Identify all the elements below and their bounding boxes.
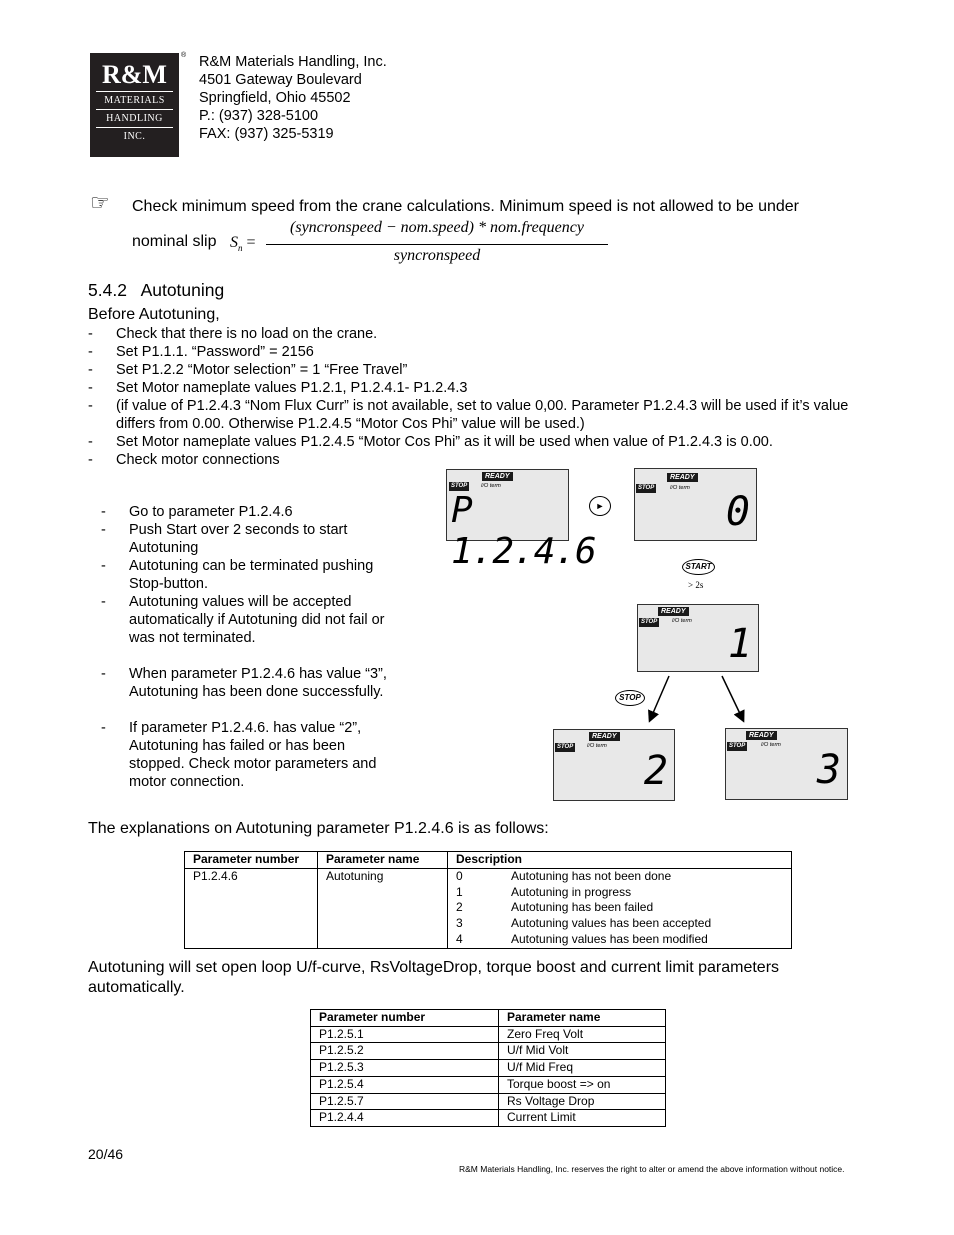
table-row (311, 1110, 666, 1127)
lcd-display-2 (553, 729, 675, 801)
arrow-right-icon: ► (589, 496, 611, 516)
before-title: Before Autotuning, (88, 306, 220, 323)
display-value: 2 (643, 748, 670, 794)
table-cell: Autotuning (318, 869, 448, 949)
start-button: START (682, 559, 715, 575)
branch-arrows (640, 672, 750, 724)
table-cell: P1.2.5.7 (311, 1093, 499, 1110)
table-cell: P1.2.5.4 (311, 1076, 499, 1093)
footer-disclaimer: R&M Materials Handling, Inc. reserves the right to alter or amend the above information without notice. (459, 1164, 845, 1174)
io-term-label: I/O term (587, 743, 607, 749)
column-header: Description (448, 852, 792, 869)
section-heading (88, 280, 224, 301)
formula-eq: = (246, 234, 256, 251)
address-line: Springfield, Ohio 45502 (199, 90, 351, 106)
list-item: - Check that there is no load on the crane. (88, 326, 378, 342)
steps-list (101, 503, 401, 791)
arrow-to-2 (650, 676, 669, 720)
list-item: - Push Start over 2 seconds to start Autotuning (101, 522, 348, 556)
table-cell: U/f Mid Freq (499, 1060, 666, 1077)
list-item: - Set P1.2.2 “Motor selection” = 1 “Free Travel” (88, 362, 408, 378)
stop-indicator: STOP (451, 483, 468, 489)
logo-text: R&M (102, 60, 167, 89)
table-row (185, 869, 792, 949)
io-term-label: I/O term (672, 618, 692, 624)
column-header: Parameter name (499, 1010, 666, 1027)
list-item: - Go to parameter P1.2.4.6 (101, 504, 293, 520)
table-header-row (185, 852, 792, 869)
table-cell: P1.2.5.2 (311, 1043, 499, 1060)
description-item: 0 Autotuning has not been done (456, 869, 672, 883)
table-row (311, 1026, 666, 1043)
before-list (88, 325, 878, 469)
list-item: - Autotuning can be terminated pushing Stop-button. (101, 558, 374, 592)
io-term-label: I/O term (670, 485, 690, 491)
autotuning-values-table (184, 851, 792, 949)
table-cell: Current Limit (499, 1110, 666, 1127)
address-line: P.: (937) 328-5100 (199, 108, 319, 124)
list-item: - Set Motor nameplate values P1.2.4.5 “Motor Cos Phi” as it will be used when value of P1.2.4.3 is 0.00. (88, 434, 773, 450)
formula-sub: n (238, 243, 243, 254)
description-item: 1 Autotuning in progress (456, 884, 632, 899)
list-item: - Autotuning values will be accepted automatically if Autotuning did not fail or was not terminated. (101, 594, 385, 646)
table-cell: P1.2.4.6 (185, 869, 318, 949)
set-parameters-table (310, 1009, 666, 1127)
column-header: Parameter number (311, 1010, 499, 1027)
autotuning-summary: Autotuning will set open loop U/f-curve, RsVoltageDrop, torque boost and current limit parameters automatically. (88, 959, 780, 996)
lcd-display-p1246 (446, 469, 596, 572)
list-item: - Set P1.1.1. “Password” = 2156 (88, 344, 314, 360)
description-item: 4 Autotuning values has been modified (456, 931, 708, 946)
table-cell: Torque boost => on (499, 1076, 666, 1093)
io-term-label: I/O term (761, 742, 781, 748)
stop-indicator: STOP (641, 619, 658, 625)
nominal-slip-label: nominal slip (132, 233, 217, 250)
table-row (311, 1076, 666, 1093)
list-item: - (if value of P1.2.4.3 “Nom Flux Curr” is not available, set to value 0,00. Parameter P1.2.4.3 will be used if it’s value differs from 0.00. Otherwise P1.2.4.5 “Motor Cos Phi” value will be used.) (88, 398, 849, 432)
display-value: 1 (727, 621, 754, 667)
formula-numerator: (syncronspeed − nom.speed) * nom.frequency (290, 219, 584, 236)
stop-button: STOP (615, 690, 645, 706)
description-item: 3 Autotuning values has been accepted (456, 916, 712, 931)
column-header: Parameter number (185, 852, 318, 869)
ready-indicator: READY (589, 732, 620, 741)
list-item: - Check motor connections (88, 452, 280, 468)
list-item: - When parameter P1.2.4.6 has value “3”, Autotuning has been done successfully. (101, 666, 387, 700)
logo-text: MATERIALS (104, 95, 165, 106)
io-term-label: I/O term (481, 483, 501, 489)
address-line: FAX: (937) 325-5319 (199, 126, 334, 142)
table-cell: P1.2.4.4 (311, 1110, 499, 1127)
registered-mark: ® (181, 52, 187, 59)
list-item: - Set Motor nameplate values P1.2.1, P1.2.4.1- P1.2.4.3 (88, 380, 468, 396)
page-number: 20/46 (88, 1146, 124, 1162)
lcd-display-1 (637, 604, 759, 672)
arrow-to-3 (722, 676, 743, 720)
table-cell: Rs Voltage Drop (499, 1093, 666, 1110)
section-number: 5.4.2 (88, 280, 127, 300)
table-cell: Zero Freq Volt (499, 1026, 666, 1043)
stop-indicator: STOP (729, 743, 746, 749)
explanation-text: The explanations on Autotuning parameter P1.2.4.6 is as follows: (88, 820, 549, 837)
address-line: R&M Materials Handling, Inc. (199, 54, 387, 70)
table-header-row (311, 1010, 666, 1027)
table-cell: U/f Mid Volt (499, 1043, 666, 1060)
lcd-display-3 (725, 728, 848, 800)
ready-indicator: READY (667, 473, 698, 482)
stop-indicator: STOP (638, 485, 655, 491)
logo-text: INC. (123, 131, 146, 142)
display-value: P 1.2.4.6 (451, 490, 596, 572)
pointing-hand-icon: ☞ (90, 190, 110, 215)
company-address (199, 53, 387, 143)
ready-indicator: READY (482, 472, 513, 481)
description-item: 2 Autotuning has been failed (456, 900, 654, 915)
table-row (311, 1093, 666, 1110)
table-cell: P1.2.5.3 (311, 1060, 499, 1077)
display-value: 0 (725, 489, 752, 535)
address-line: 4501 Gateway Boulevard (199, 72, 362, 88)
hold-time-label: > 2s (688, 580, 704, 590)
display-value: 3 (816, 747, 843, 793)
list-item: - If parameter P1.2.4.6. has value “2”, Autotuning has failed or has been stopped. Check motor parameters and motor connection. (101, 720, 377, 790)
formula-lhs: S (230, 234, 238, 251)
stop-indicator: STOP (557, 744, 574, 750)
table-cell: P1.2.5.1 (311, 1026, 499, 1043)
table-row (311, 1060, 666, 1077)
column-header: Parameter name (318, 852, 448, 869)
ready-indicator: READY (746, 731, 777, 740)
lcd-display-0 (634, 468, 757, 541)
fraction-bar (266, 244, 608, 245)
logo-text: HANDLING (106, 113, 163, 124)
formula-denominator: syncronspeed (393, 247, 481, 264)
section-title: Autotuning (140, 280, 225, 300)
description-cell (448, 869, 792, 949)
ready-indicator: READY (658, 607, 689, 616)
company-logo (90, 53, 179, 157)
note-text: Check minimum speed from the crane calculations. Minimum speed is not allowed to be under (132, 198, 799, 215)
table-row (311, 1043, 666, 1060)
